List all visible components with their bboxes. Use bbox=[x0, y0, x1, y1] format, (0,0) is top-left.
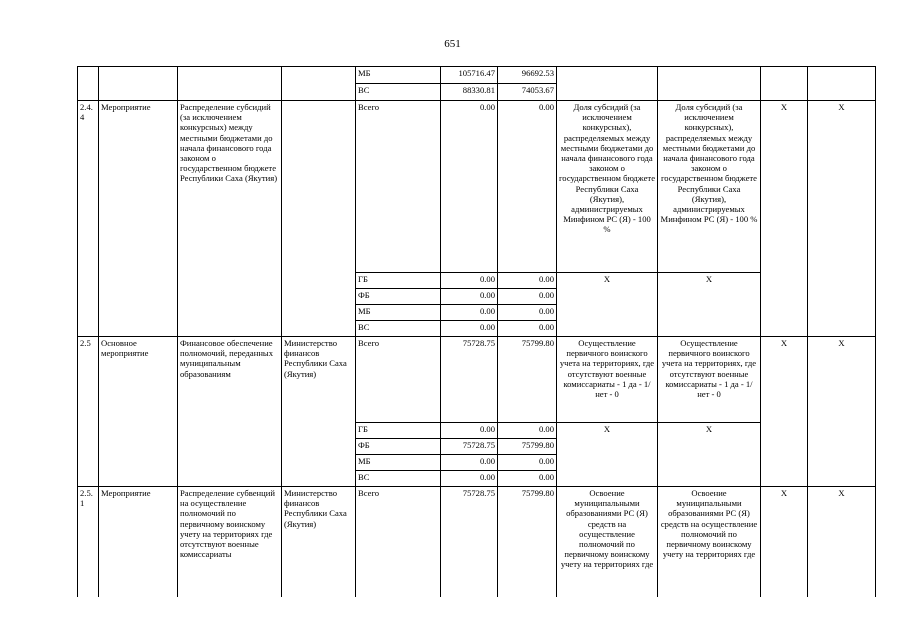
source-label: МБ bbox=[356, 305, 441, 321]
source-label: ВС bbox=[356, 321, 441, 337]
source-label: МБ bbox=[356, 67, 441, 84]
indicator-text: Доля субсидий (за исключением конкурсных), распределяемых между местными бюджетами до начала финансового года законом о государственном бюджете Республики Саха (Якутия), администрируемых Минфином РС (Я) - 100 % bbox=[557, 101, 658, 273]
value-cell: 0.00 bbox=[498, 471, 557, 487]
indicator-text: Осуществление первичного воинского учета на территориях, где отсутствуют военные комиссариаты - 1 да - 1/нет - 0 bbox=[557, 337, 658, 423]
row-number: 2.5. 1 bbox=[78, 487, 99, 597]
value-cell: 0.00 bbox=[441, 455, 498, 471]
event-type: Мероприятие bbox=[99, 487, 178, 597]
indicator-text: Освоение муниципальными образованиями РС (Я) средств на осуществление полномочий по первичному воинскому учету на территориях где bbox=[557, 487, 658, 597]
table-row bbox=[78, 67, 876, 84]
row-number: 2.4. 4 bbox=[78, 101, 99, 337]
value-cell: 75799.80 bbox=[498, 439, 557, 455]
value-cell: 0.00 bbox=[498, 273, 557, 289]
value-cell: 0.00 bbox=[498, 289, 557, 305]
indicator-text: Доля субсидий (за исключением конкурсных), распределяемых между местными бюджетами до начала финансового года законом о государственном бюджете Республики Саха (Якутия), администрируемых Минфином РС (Я) - 100 % bbox=[658, 101, 761, 273]
mark-cell: Х bbox=[808, 337, 876, 487]
value-cell: 75728.75 bbox=[441, 439, 498, 455]
mark-cell: Х bbox=[658, 273, 761, 337]
mark-cell: Х bbox=[761, 337, 808, 487]
source-label: ГБ bbox=[356, 423, 441, 439]
value-cell: 75799.80 bbox=[498, 487, 557, 597]
value-cell: 75799.80 bbox=[498, 337, 557, 423]
mark-cell: Х bbox=[658, 423, 761, 487]
source-label: Всего bbox=[356, 337, 441, 423]
table-row bbox=[78, 101, 876, 273]
executor: Министерство финансов Республики Саха (Якутия) bbox=[282, 337, 356, 487]
value-cell: 0.00 bbox=[498, 305, 557, 321]
value-cell: 75728.75 bbox=[441, 487, 498, 597]
value-cell: 0.00 bbox=[441, 289, 498, 305]
page-number: 651 bbox=[444, 38, 461, 50]
table-row bbox=[78, 487, 876, 597]
event-type: Мероприятие bbox=[99, 101, 178, 337]
value-cell: 105716.47 bbox=[441, 67, 498, 84]
executor: Министерство финансов Республики Саха (Якутия) bbox=[282, 487, 356, 597]
event-name: Распределение субсидий (за исключением конкурсных) между местными бюджетами до начала финансового года законом о государственном бюджете Республики Саха (Якутия) bbox=[178, 101, 282, 337]
indicator-text: Освоение муниципальными образованиями РС (Я) средств на осуществление полномочий по первичному воинскому учету на территориях где bbox=[658, 487, 761, 597]
source-label: Всего bbox=[356, 101, 441, 273]
source-label: ГБ bbox=[356, 273, 441, 289]
source-label: ФБ bbox=[356, 289, 441, 305]
mark-cell: Х bbox=[808, 101, 876, 337]
source-label: ВС bbox=[356, 471, 441, 487]
row-number: 2.5 bbox=[78, 337, 99, 487]
value-cell: 75728.75 bbox=[441, 337, 498, 423]
value-cell: 0.00 bbox=[498, 321, 557, 337]
source-label: ВС bbox=[356, 84, 441, 101]
mark-cell: Х bbox=[808, 487, 876, 597]
event-type: Основное мероприятие bbox=[99, 337, 178, 487]
value-cell: 0.00 bbox=[441, 423, 498, 439]
indicator-text: Осуществление первичного воинского учета на территориях, где отсутствуют военные комиссариаты - 1 да - 1/нет - 0 bbox=[658, 337, 761, 423]
value-cell: 0.00 bbox=[441, 273, 498, 289]
value-cell: 0.00 bbox=[441, 471, 498, 487]
source-label: Всего bbox=[356, 487, 441, 597]
value-cell: 0.00 bbox=[441, 321, 498, 337]
mark-cell: Х bbox=[557, 273, 658, 337]
value-cell: 0.00 bbox=[441, 101, 498, 273]
mark-cell: Х bbox=[557, 423, 658, 487]
executor bbox=[282, 101, 356, 337]
mark-cell: Х bbox=[761, 487, 808, 597]
source-label: ФБ bbox=[356, 439, 441, 455]
program-table bbox=[77, 66, 876, 597]
event-name: Финансовое обеспечение полномочий, переданных муниципальным образованиям bbox=[178, 337, 282, 487]
value-cell: 88330.81 bbox=[441, 84, 498, 101]
event-name: Распределение субвенций на осуществление полномочий по первичному воинскому учету на территориях где отсутствуют военные комиссариаты bbox=[178, 487, 282, 597]
value-cell: 74053.67 bbox=[498, 84, 557, 101]
value-cell: 0.00 bbox=[441, 305, 498, 321]
table-row bbox=[78, 337, 876, 423]
value-cell: 0.00 bbox=[498, 101, 557, 273]
mark-cell: Х bbox=[761, 101, 808, 337]
value-cell: 96692.53 bbox=[498, 67, 557, 84]
value-cell: 0.00 bbox=[498, 455, 557, 471]
value-cell: 0.00 bbox=[498, 423, 557, 439]
source-label: МБ bbox=[356, 455, 441, 471]
